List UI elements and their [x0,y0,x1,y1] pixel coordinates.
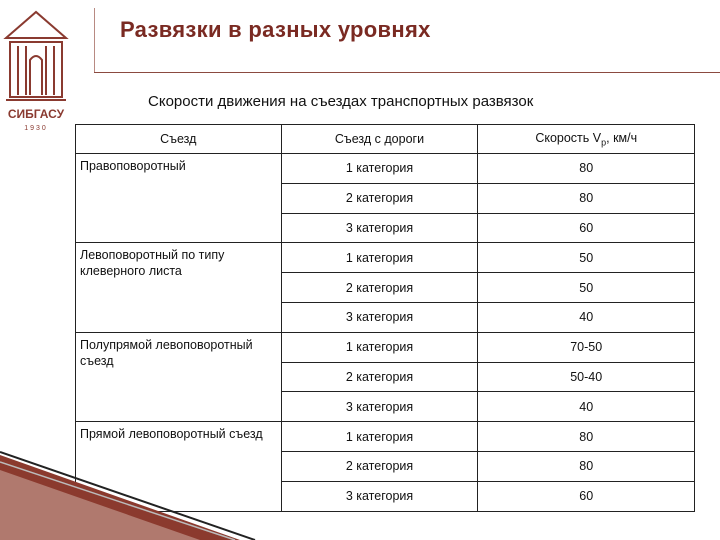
column-header-speed [478,125,695,154]
table-row [76,332,695,362]
speed-cell: 50 [478,273,695,303]
speed-unit: , км/ч [606,130,638,145]
decorative-swoosh [0,440,720,540]
table-row [76,243,695,273]
ramp-type-cell: Прямой левоповоротный съезд [76,422,282,511]
speed-cell: 40 [478,302,695,332]
speed-cell: 80 [478,183,695,213]
table-header-row [76,125,695,154]
title-divider-vertical [94,8,95,73]
category-cell: 2 категория [281,362,478,392]
category-cell: 1 категория [281,154,478,184]
logo-text: СИБГАСУ [7,107,65,121]
speed-cell: 60 [478,213,695,243]
column-header-road: Съезд с дороги [281,125,478,154]
category-cell: 3 категория [281,392,478,422]
speed-cell: 40 [478,392,695,422]
speed-cell: 80 [478,422,695,452]
speed-cell: 50 [478,243,695,273]
page-title: Развязки в разных уровнях [120,17,431,42]
ramp-type-cell: Левоповоротный по типу клеверного листа [76,243,282,332]
university-logo [0,0,72,135]
table-caption: Скорости движения на съездах транспортных развязок [148,93,534,110]
ramp-type-cell: Правоповоротный [76,154,282,243]
category-cell: 3 категория [281,213,478,243]
category-cell: 2 категория [281,273,478,303]
category-cell: 1 категория [281,422,478,452]
speed-cell: 50-40 [478,362,695,392]
ramp-type-cell: Полупрямой левоповоротный съезд [76,332,282,421]
table-row [76,154,695,184]
speed-subscript: p [601,137,607,148]
title-divider [94,72,720,73]
category-cell: 1 категория [281,332,478,362]
speed-cell: 60 [478,481,695,511]
category-cell: 2 категория [281,451,478,481]
speed-cell: 70-50 [478,332,695,362]
column-header-ramp: Съезд [76,125,282,154]
speed-cell: 80 [478,154,695,184]
speed-label: Скорость V [535,130,602,145]
category-cell: 2 категория [281,183,478,213]
speed-cell: 80 [478,451,695,481]
category-cell: 1 категория [281,243,478,273]
category-cell: 3 категория [281,481,478,511]
category-cell: 3 категория [281,302,478,332]
logo-year: 1930 [24,125,48,132]
